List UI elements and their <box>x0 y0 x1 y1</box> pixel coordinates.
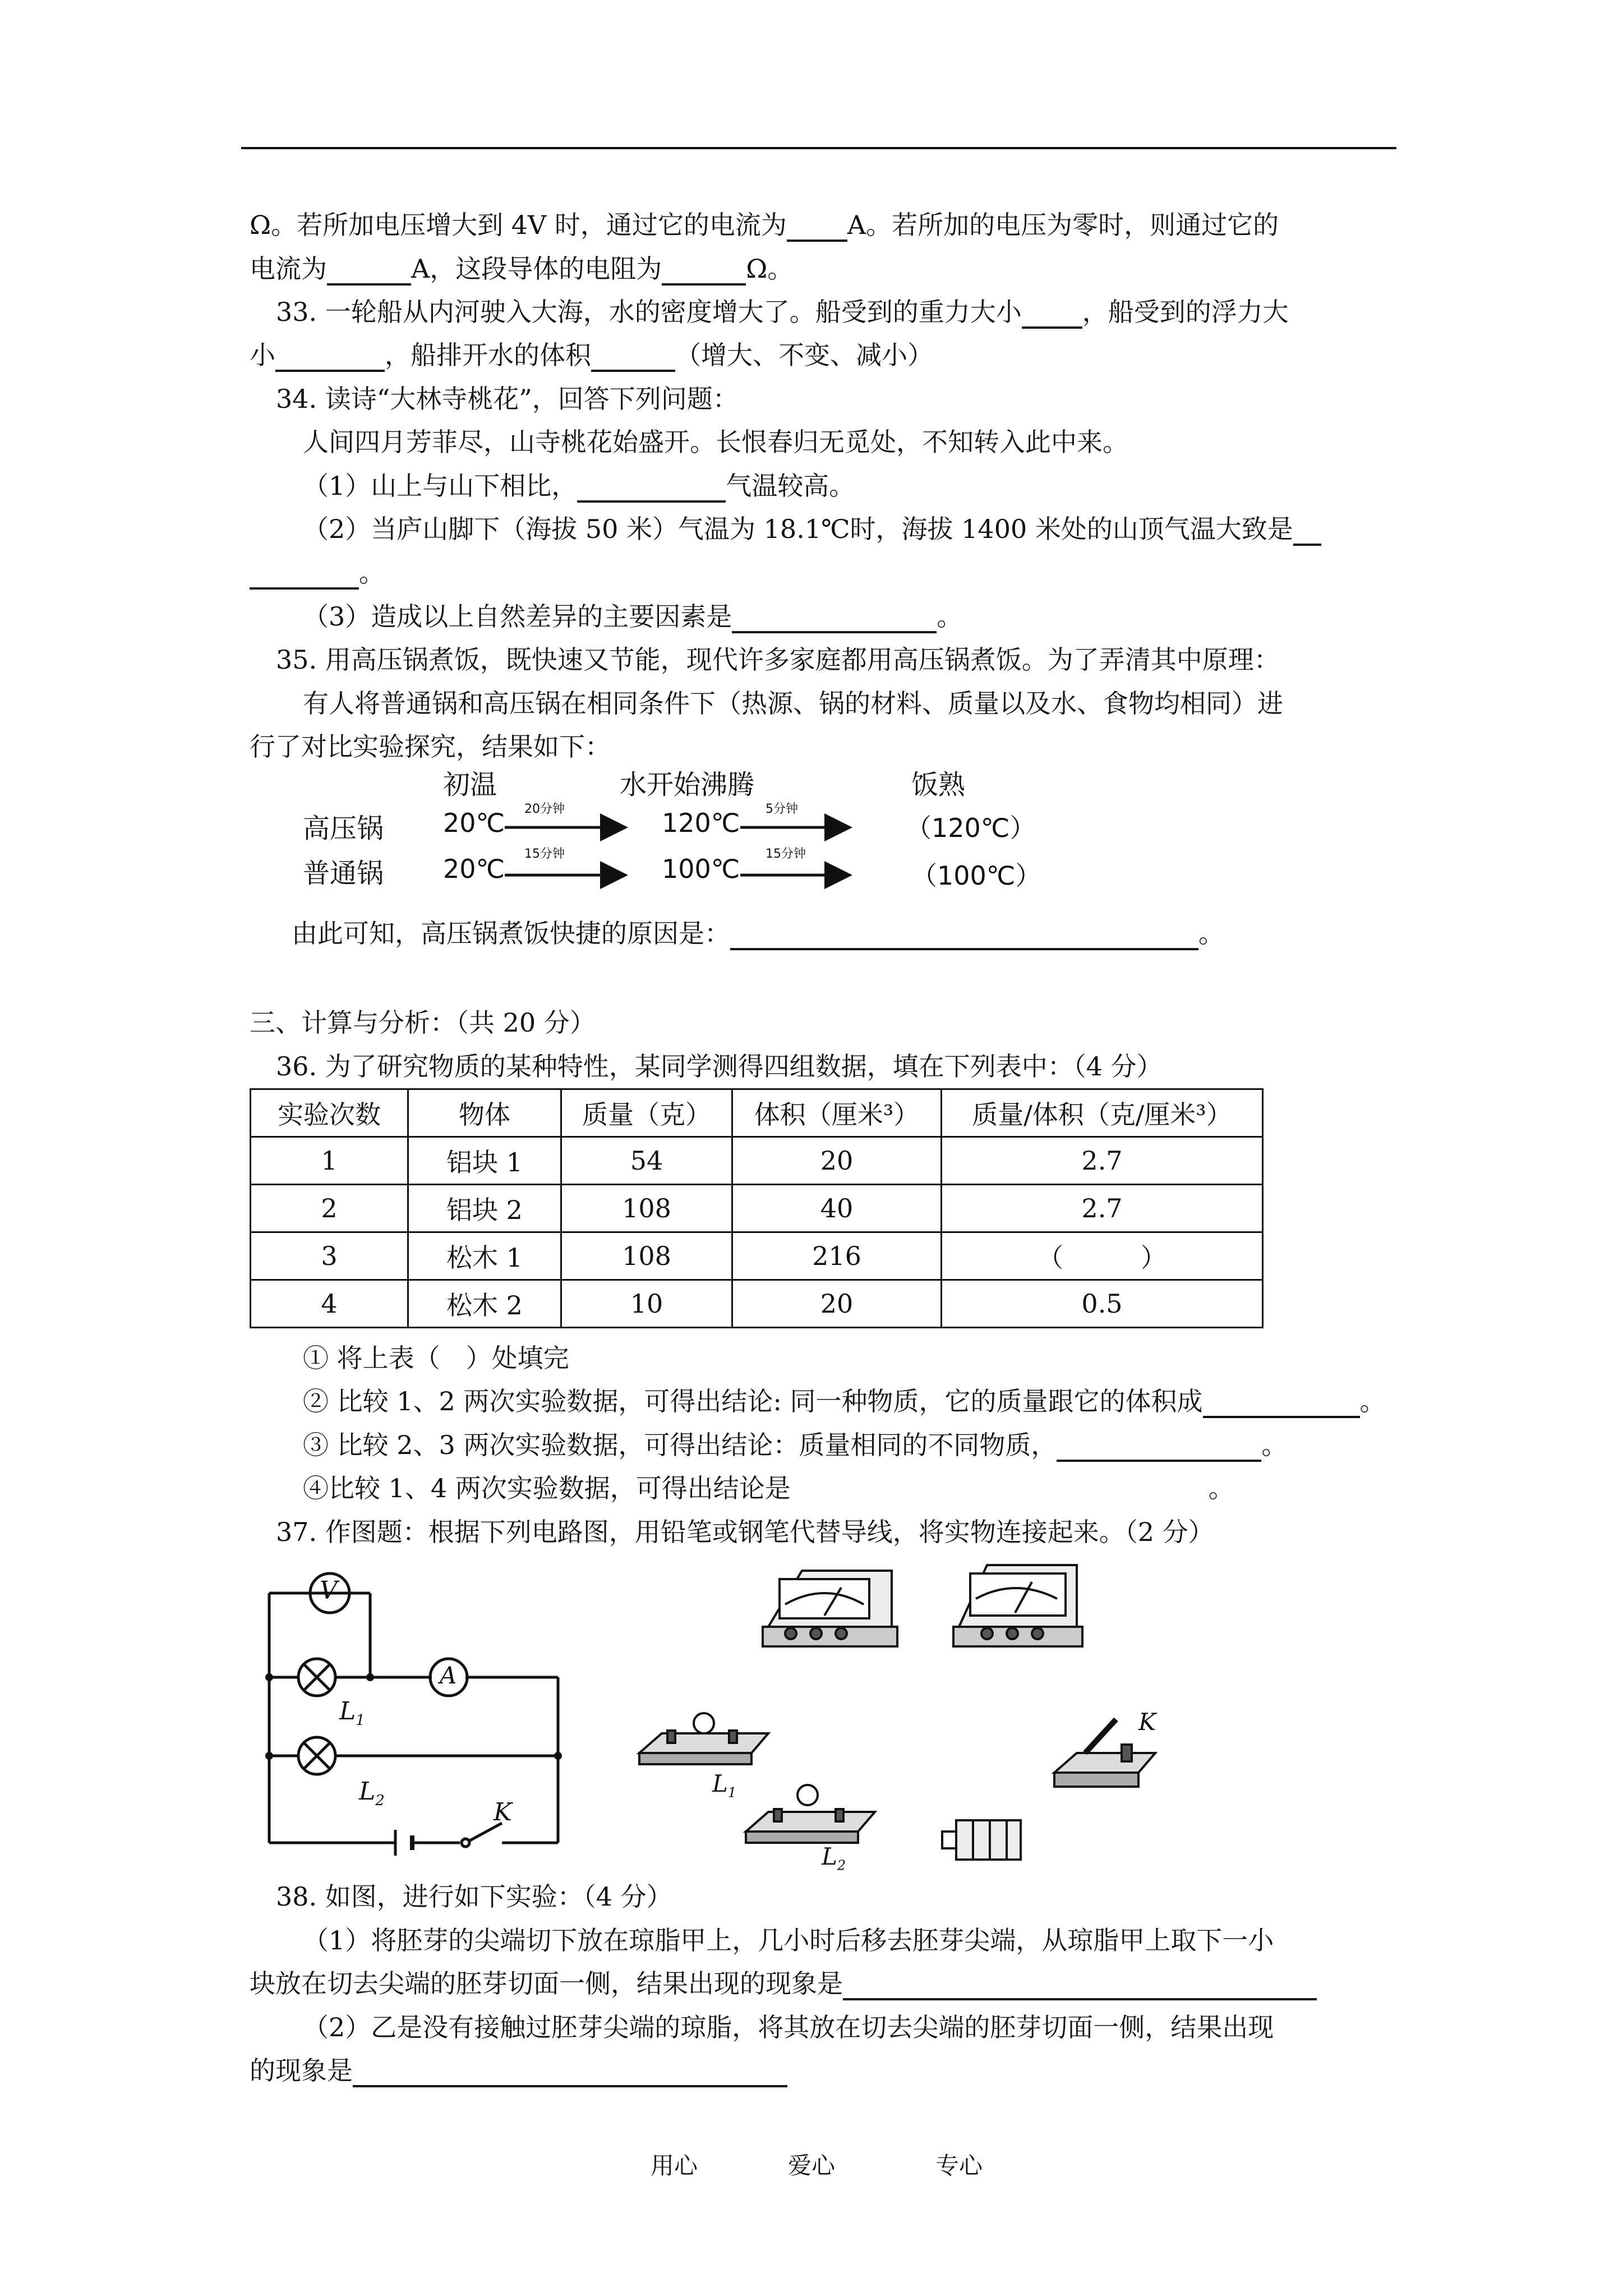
footer-item: 爱心 <box>788 2152 836 2179</box>
diagram-row-pressure-t0: 20℃ <box>443 808 505 838</box>
battery-sketch <box>942 1820 1021 1860</box>
table-header: 物体 <box>408 1089 561 1137</box>
diagram-row-pressure-name: 高压锅 <box>303 813 384 844</box>
table-row: 4 松木 2 10 20 0.5 <box>251 1280 1263 1328</box>
q38-part1-line1: （1）将胚芽的尖端切下放在琼脂甲上，几小时后移去胚芽尖端，从琼脂甲上取下一小 <box>303 1925 1274 1955</box>
q36-step1: ① 将上表（ ）处填完 <box>303 1343 569 1373</box>
q34-part2: （2）当庐山脚下（海拔 50 米）气温为 18.1℃时，海拔 1400 米处的山顶气温大致是 <box>303 509 1321 546</box>
diagram-row-pressure-arrow1-label: 20分钟 <box>524 802 565 816</box>
table-row: 3 松木 1 108 216 （ ） <box>251 1232 1263 1280</box>
q36-step4: ④比较 1、4 两次实验数据，可得出结论是 。 <box>303 1473 1234 1503</box>
diagram-row-normal-name: 普通锅 <box>303 858 384 889</box>
q38-part1-line2: 块放在切去尖端的胚芽切面一侧，结果出现的现象是 <box>250 1963 1317 2000</box>
q32-line1: Ω。若所加电压增大到 4V 时，通过它的电流为 A。若所加的电压为零时，则通过它的 <box>250 205 1279 242</box>
q32-line2: 电流为 A，这段导体的电阻为 Ω。 <box>250 249 793 286</box>
table-header: 质量（克） <box>561 1089 732 1137</box>
q35-line3: 行了对比实验探究，结果如下： <box>250 731 611 762</box>
table-row: 2 铝块 2 108 40 2.7 <box>251 1185 1263 1232</box>
q36-step3: ③ 比较 2、3 两次实验数据，可得出结论：质量相同的不同物质， 。 <box>303 1425 1287 1462</box>
circuit-label-v: V <box>320 1576 338 1605</box>
table-header: 质量/体积（克/厘米³） <box>942 1089 1263 1137</box>
q34-part1: （1）山上与山下相比， 气温较高。 <box>303 466 855 503</box>
diagram-row-normal-t0: 20℃ <box>443 854 505 884</box>
meter-ammeter-sketch <box>953 1565 1082 1646</box>
answer-blank[interactable] <box>843 1971 1317 2000</box>
diagram-header-initial: 初温 <box>443 769 497 800</box>
lamp-holder-l1-sketch <box>639 1713 768 1764</box>
diagram-row-normal-t1: 100℃ <box>662 854 740 884</box>
diagram-row-pressure-t1: 120℃ <box>662 808 740 838</box>
circuit-label-k: K <box>494 1798 512 1826</box>
diagram-row-normal-arrow2-label: 15分钟 <box>766 847 806 861</box>
footer-item: 专心 <box>935 2152 983 2179</box>
diagram-row-normal-arrow1-label: 15分钟 <box>524 847 565 861</box>
q37-title: 37. 作图题：根据下列电路图，用铅笔或钢笔代替导线，将实物连接起来。（2 分） <box>276 1517 1214 1547</box>
q36-title: 36. 为了研究物质的某种特性，某同学测得四组数据，填在下列表中：（4 分） <box>276 1051 1163 1082</box>
q38-title: 38. 如图，进行如下实验：（4 分） <box>276 1881 672 1912</box>
q35-conclusion: 由此可知，高压锅煮饭快捷的原因是： 。 <box>292 913 1224 950</box>
footer-item: 用心 <box>651 2152 698 2179</box>
circuit-label-l1: $L_1$ <box>339 1697 365 1729</box>
section-3-title: 三、计算与分析：（共 20 分） <box>250 1007 596 1038</box>
q35-line2: 有人将普通锅和高压锅在相同条件下（热源、锅的材料、质量以及水、食物均相同）进 <box>303 688 1283 719</box>
q38-part2-line1: （2）乙是没有接触过胚芽尖端的琼脂，将其放在切去尖端的胚芽切面一侧，结果出现 <box>303 2012 1274 2042</box>
table-header: 体积（厘米³） <box>732 1089 942 1137</box>
diagram-row-pressure-t2: （120℃） <box>906 813 1036 843</box>
q35-title: 35. 用高压锅煮饭，既快速又节能，现代许多家庭都用高压锅煮饭。为了弄清其中原理： <box>276 645 1280 675</box>
answer-blank[interactable] <box>353 2058 787 2087</box>
answer-cell[interactable]: （ ） <box>942 1232 1263 1280</box>
q34-title: 34. 读诗“大林寺桃花”，回答下列问题： <box>276 384 739 414</box>
q38-part2-line2: 的现象是 <box>250 2050 787 2087</box>
table-row: 1 铝块 1 54 20 2.7 <box>251 1137 1263 1185</box>
q33-line2: 小 ，船排开水的体积 （增大、不变、减小） <box>250 335 933 372</box>
q36-step2: ② 比较 1、2 两次实验数据，可得出结论: 同一种物质，它的质量跟它的体积成 。 <box>303 1381 1386 1418</box>
circuit-label-l2: $L_2$ <box>359 1777 385 1809</box>
table-header: 实验次数 <box>251 1089 408 1137</box>
q34-part2-cont: 。 <box>250 553 385 590</box>
lamp-holder-l2-sketch <box>746 1785 875 1843</box>
diagram-header-cooked: 饭熟 <box>911 769 966 800</box>
q34-part3: （3）造成以上自然差异的主要因素是 。 <box>303 596 962 633</box>
component-label-l2: $L_2$ <box>822 1843 846 1874</box>
component-label-l1: $L_1$ <box>712 1770 737 1801</box>
q34-poem: 人间四月芳菲尽，山寺桃花始盛开。长恨春归无觅处，不知转入此中来。 <box>303 427 1128 457</box>
circuit-label-a: A <box>440 1662 457 1689</box>
meter-voltmeter-sketch <box>763 1571 897 1646</box>
diagram-row-pressure-arrow2-label: 5分钟 <box>766 802 798 816</box>
diagram-header-boiling: 水开始沸腾 <box>620 769 755 800</box>
q33-line1: 33. 一轮船从内河驶入大海，水的密度增大了。船受到的重力大小 ，船受到的浮力大 <box>276 292 1289 329</box>
diagram-row-normal-t2: （100℃） <box>911 861 1041 891</box>
component-label-k: K <box>1138 1708 1156 1736</box>
